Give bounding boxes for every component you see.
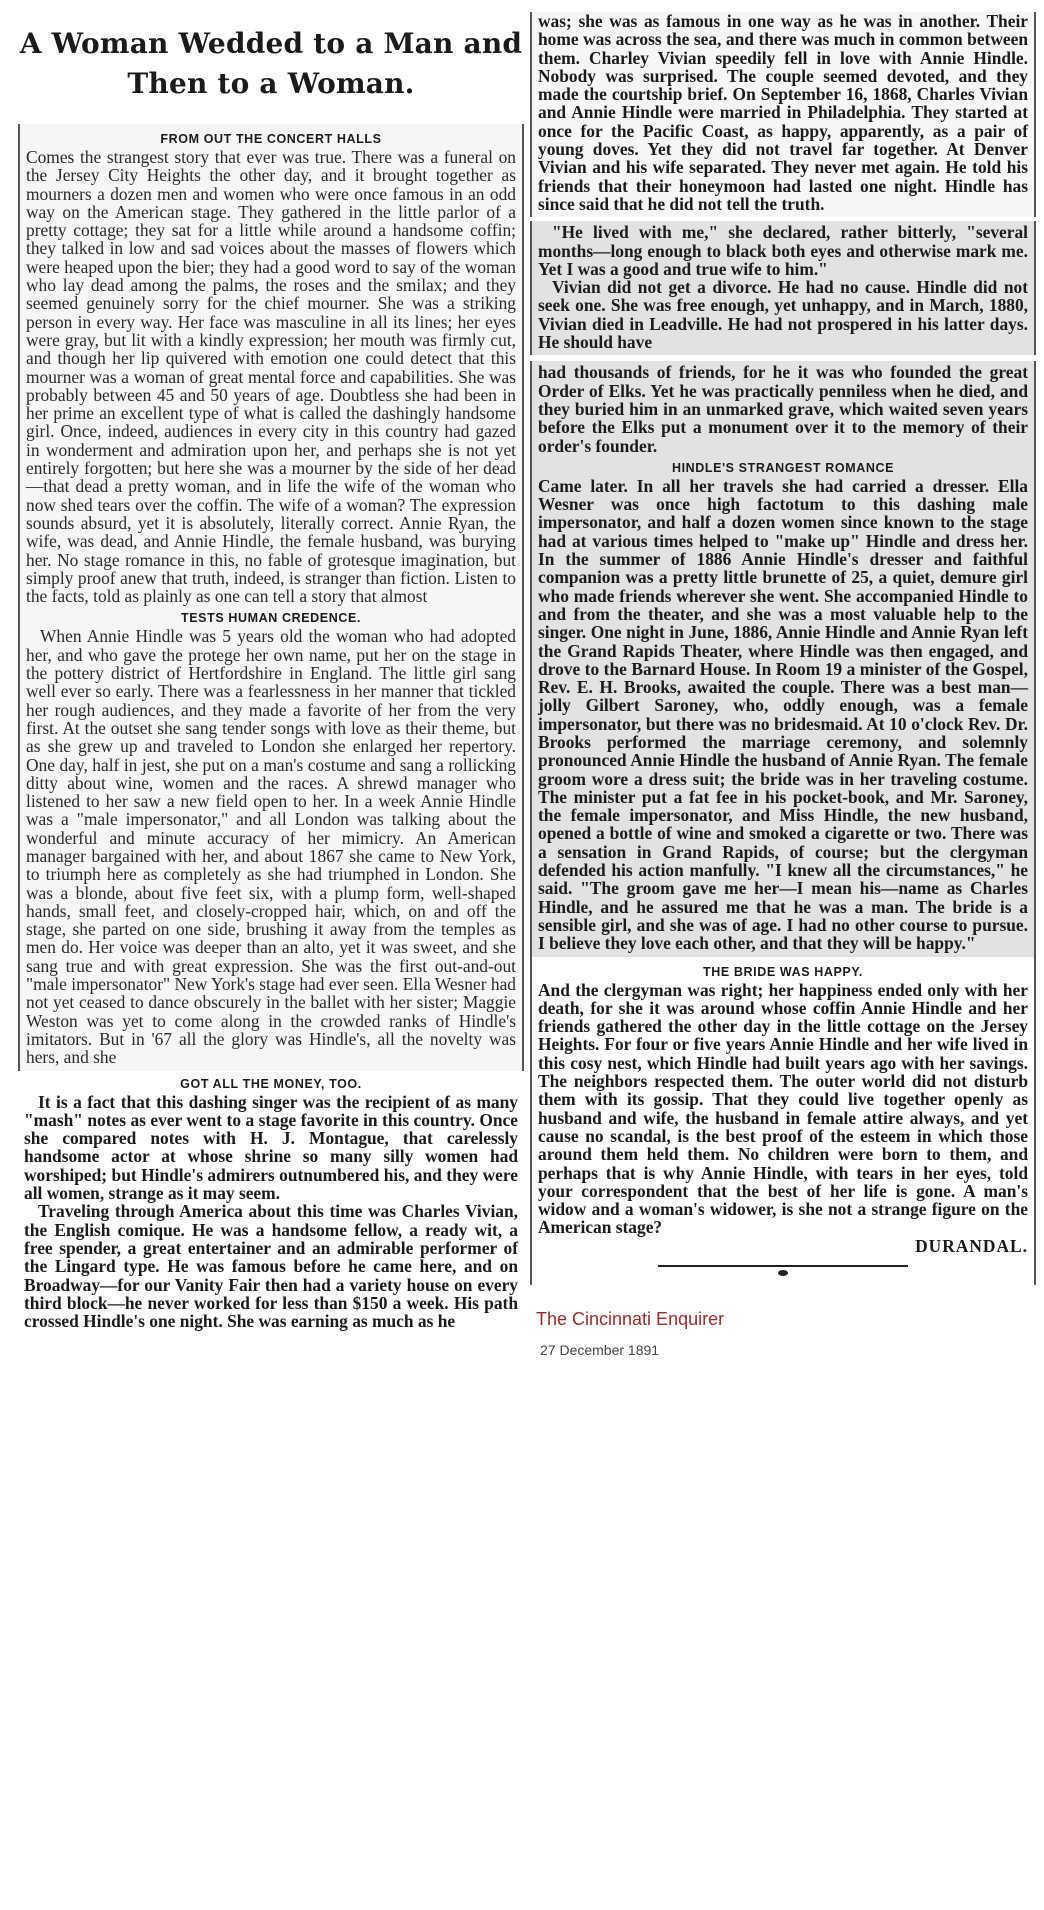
paragraph: Vivian did not get a divorce. He had no cause. Hindle did not seek one. She was free enough, yet unhappy, and in March, 1880, Vivian died in Leadville. He had not prospered in his latter days. He should have: [538, 277, 1028, 353]
paragraph: was; she was as famous in one way as he was in another. Their home was across the sea, and there was much in common between them. Charley Vivian speedily fell in love with Annie Hindle. Nobody was surprised. The couple seemed devoted, and they made the courtship brief. On September 16, 1868, Charles Vivian and Annie Hindle were married in Philadelphia. They started at once for the Pacific Coast, as happy, apparently, as a pair of young doves. Yet they did not travel far together. At Denver Vivian and his wife separated. They never met again. He told his friends that their honeymoon had lasted one night. Hindle has since said that he did not tell the truth.: [538, 11, 1028, 214]
section-heading: THE BRIDE WAS HAPPY.: [703, 964, 863, 979]
paragraph: "He lived with me," she declared, rather bitterly, "several months—long enough to black both eyes and otherwise mark me. Yet I was a good and true wife to him.": [538, 222, 1028, 279]
signature: DURANDAL.: [915, 1235, 1028, 1256]
right-column: [530, 12, 1036, 1358]
paragraph: Traveling through America about this time was Charles Vivian, the English comique. He was a handsome fellow, a ready wit, a free spender, a great entertainer and an admirable performer of the Lingard type. He was famous before he came here, and on Broadway—for our Vanity Fair then had a variety house on every third block—he never worked for less than $150 a week. His path crossed Hindle's one night. She was earning as much as he: [24, 1201, 518, 1332]
section-heading: GOT ALL THE MONEY, TOO.: [180, 1076, 362, 1091]
paragraph: And the clergyman was right; her happiness ended only with her death, for she it was around whose coffin Annie Hindle and her friends gathered the other day in the little cottage on the Jersey Heights. For four or five years Annie Hindle and her wife lived in this cosy nest, which Hindle had built years ago with her savings. The neighbors respected them. The outer world did not disturb them with its gossip. That they could live together openly as husband and wife, the husband in female attire always, and yet cause no scandal, is the best proof of the esteem in which those around them held them. No children were born to them, and perhaps that is why Annie Hindle, with tears in her eyes, told your correspondent that the best of her life is gone. A man's widow and a woman's widower, is she not a strange figure on the American stage?: [538, 979, 1028, 1238]
ornament-dot: [778, 1270, 788, 1276]
paragraph: had thousands of friends, for he it was who founded the great Order of Elks. Yet he was practically penniless when he died, and they buried him in an unmarked grave, which waited seven years before the Elks put a monument over it to the memory of their order's founder.: [538, 362, 1028, 456]
paragraph: It is a fact that this dashing singer was the recipient of as many "mash" notes as ever went to a stage favorite in this country. Once she compared notes with H. J. Montague, that carelessly handsome actor at whose shrine so many silly women had worshiped; but Hindle's admirers outnumbered his, and they were all women, strange as it may seem.: [24, 1091, 518, 1204]
paragraph: Came later. In all her travels she had carried a dresser. Ella Wesner was once high factotum to this dashing male impersonator, and half a dozen women since known to the stage had at various times helped to "make up" Hindle and dress her. In the summer of 1886 Annie Hindle's dresser and faithful companion was a pretty little brunette of 25, a quiet, demure girl who made friends wherever she went. She accompanied Hindle to and from the theater, and she was a most valuable help to the singer. One night in June, 1886, Annie Hindle and Annie Ryan left the Grand Rapids Theater, where Hindle was then engaged, and drove to the Barnard House. In Room 19 a minister of the Gospel, Rev. E. H. Brooks, awaited the couple. There was a best man—jolly Gilbert Saroney, who, oddly enough, was a female impersonator, but there was no bridesmaid. At 10 o'clock Rev. Dr. Brooks performed the marriage ceremony, and solemnly pronounced Annie Hindle the husband of Annie Ryan. The female groom wore a dress suit; the bride was in her traveling costume. The minister put a fat fee in his pocket-book, and Mr. Saroney, the female impersonator, and Miss Hindle, the new husband, opened a bottle of wine and smoked a cigarette or two. There was a sensation in Grand Rapids, of course; but the clergyman defended his action manfully. "I knew all the circumstances," he said. "The groom gave me her—I mean his—name as Charles Hindle, and he assured me that he was a man. The bride is a sensible girl, and she was of age. I had no other course to pursue. I believe they love each other, and that they will be happy.": [538, 475, 1028, 954]
headline: A Woman Wedded to a Man and Then to a Woman.: [19, 27, 523, 100]
source-date: 27 December 1891: [540, 1342, 660, 1358]
article-box-4: [530, 221, 1036, 355]
section-heading: FROM OUT THE CONCERT HALLS: [160, 132, 382, 146]
article-block-2: [18, 1077, 524, 1331]
article-box-3: [530, 12, 1036, 217]
section-heading: HINDLE'S STRANGEST ROMANCE: [671, 460, 895, 475]
article-box-5: [530, 361, 1036, 956]
article-box-1: [18, 124, 524, 1071]
article-box-6: [530, 957, 1036, 1285]
left-column: [18, 12, 524, 1330]
source-name: The Cincinnati Enquirer: [536, 1309, 725, 1329]
paragraph: When Annie Hindle was 5 years old the woman who had adopted her, and who gave the protege her own name, put her on the stage in the pottery district of Hertfordshire in England. The little girl sang well ever so early. There was a fearlessness in her manner that tickled her rough audiences, and they made a favorite of her from the very first. At the outset she sang tender songs with love as their theme, but as she grew up and traveled to London she enlarged her repertory. One day, half in jest, she put on a man's costume and sang a rollicking ditty about wine, women and the races. A shrewd manager who listened to her saw a new field open to her. In a week Annie Hindle was a "male impersonator," and all London was talking about the wonderful and minute accuracy of her mimicry. An American manager bargained with her, and about 1867 she came to New York, to triumph here as completely as she had triumphed in London. She was a blonde, about five feet six, with a plump form, well-shaped hands, small feet, and closely-cropped hair, which, on and off the stage, she parted on one side, brushing it away from the temples as men do. Her voice was deeper than an alto, yet it was sweet, and she sang true and with great expression. She was the first out-and-out "male impersonator" New York's stage had ever seen. Ella Wesner had not yet ceased to dance obscurely in the ballet with her sister; Maggie Weston was yet to come along in the crowded ranks of Hindle's imitators. But in '67 all the glory was Hindle's, all the novelty was hers, and she: [26, 626, 516, 1068]
section-heading: TESTS HUMAN CREDENCE.: [181, 611, 361, 626]
paragraph: Comes the strangest story that ever was true. There was a funeral on the Jersey City Heights the other day, and it brought together as mourners a dozen men and women who were once famous in an odd way on the American stage. They gathered in the little parlor of a pretty cottage; they sat for a little while around a handsome coffin; they talked in low and sad voices about the masses of flowers which were heaped upon the bier; they had a good word to say of the woman who lay dead among the palms, the roses and the smilax; and they seemed genuinely sorry for the chief mourner. She was a striking person in every way. Her face was masculine in all its lines; her eyes were gray, but lit with a kindly expression; her mouth was firmly cut, and though her lip quivered with emotion one could detect that this mourner was a woman of great mental force and capabilities. She was probably between 45 and 50 years of age. Doubtless she had been in her prime an excellent type of what is called the dashingly handsome girl. Once, indeed, audiences in every city in this country had gazed in wonderment and admiration upon her, and perhaps she is not yet entirely forgotten; but here she was a mourner by the side of her dead—that dead a pretty woman, and in life the wife of the woman who now shed tears over the coffin. The wife of a woman? The expression sounds absurd, yet it is absolutely, literally correct. Annie Ryan, the wife, was dead, and Annie Hindle, the female husband, was burying her. No stage romance in this, no fable of grotesque imagination, but simply proof anew that truth, indeed, is stranger than fiction. Listen to the facts, told as plainly as one can tell a story that almost: [26, 147, 516, 607]
